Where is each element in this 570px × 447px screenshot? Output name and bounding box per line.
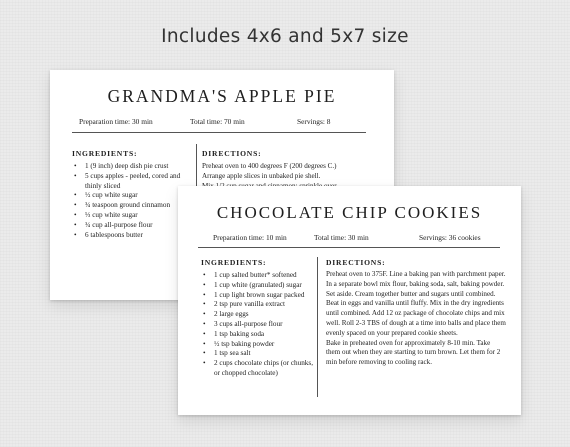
list-item: • 2 tsp pure vanilla extract — [203, 300, 315, 310]
recipe-title: GRANDMA'S APPLE PIE — [107, 86, 337, 106]
list-item: • 5 cups apples - peeled, cored and thinly sliced — [74, 172, 191, 192]
ingredients-heading: INGREDIENTS: — [201, 258, 267, 267]
prep-time: Preparation time: 30 min — [79, 117, 153, 126]
directions-text — [326, 270, 506, 368]
ingredients-list — [203, 271, 315, 379]
list-item: • ½ tsp baking powder — [203, 340, 315, 350]
ingredients-list — [74, 162, 191, 240]
list-item: • ¾ teaspoon ground cinnamon — [74, 201, 191, 211]
divider — [198, 247, 500, 248]
list-item: • 1 cup white (granulated) sugar — [203, 281, 315, 291]
servings: Servings: 8 — [297, 117, 331, 126]
list-item: • 1 (9 inch) deep dish pie crust — [74, 162, 191, 172]
recipe-card-chocolate-chip-cookies — [178, 186, 521, 415]
direction-step: Arrange apple slices in unbaked pie shell. — [202, 171, 321, 180]
total-time: Total time: 30 min — [314, 233, 369, 242]
column-divider — [317, 257, 318, 397]
list-item: • 6 tablespoons butter — [74, 231, 191, 241]
list-item: • ⅓ cup white sugar — [74, 211, 191, 221]
recipe-title: CHOCOLATE CHIP COOKIES — [216, 203, 483, 222]
list-item: • 2 large eggs — [203, 310, 315, 320]
direction-step: Bake in preheated oven for approximately 8-10 min. Take them out when they are starting to turn brown. Let them for 2 min before removing to cooling rack. — [326, 338, 501, 367]
list-item: • 1 tsp sea salt — [203, 349, 315, 359]
list-item: • ¾ cup all-purpose flour — [74, 221, 191, 231]
divider — [72, 132, 366, 133]
total-time: Total time: 70 min — [190, 117, 245, 126]
list-item: • 1 cup salted butter* softened — [203, 271, 315, 281]
ingredients-heading: INGREDIENTS: — [72, 149, 138, 158]
direction-step: Beat in eggs and vanilla until fluffy. Mix in the dry ingredients until combined. Add 12 oz package of chocolate chips and mix well. Roll 2-3 TBS of dough at a time into balls and place them evenly spaced on your prepared cookie sheets. — [326, 299, 506, 337]
prep-time: Preparation time: 10 min — [213, 233, 287, 242]
list-item: • ½ cup white sugar — [74, 191, 191, 201]
directions-heading: DIRECTIONS: — [202, 149, 262, 158]
list-item: • 1 cup light brown sugar packed — [203, 291, 315, 301]
list-item: • 3 cups all-purpose flour — [203, 320, 315, 330]
list-item: • 1 tsp baking soda — [203, 330, 315, 340]
headline: Includes 4x6 and 5x7 size — [161, 26, 409, 47]
servings: Servings: 36 cookies — [419, 233, 481, 242]
direction-step: Preheat oven to 400 degrees F (200 degrees C.) — [202, 162, 337, 170]
direction-step: Preheat oven to 375F. Line a baking pan with parchment paper. In a separate bowl mix flour, baking soda, salt, baking powder. Set aside. Cream together butter and sugars until combined. — [326, 270, 506, 298]
directions-heading: DIRECTIONS: — [326, 258, 386, 267]
list-item: • 2 cups chocolate chips (or chunks, or chopped chocolate) — [203, 359, 315, 379]
